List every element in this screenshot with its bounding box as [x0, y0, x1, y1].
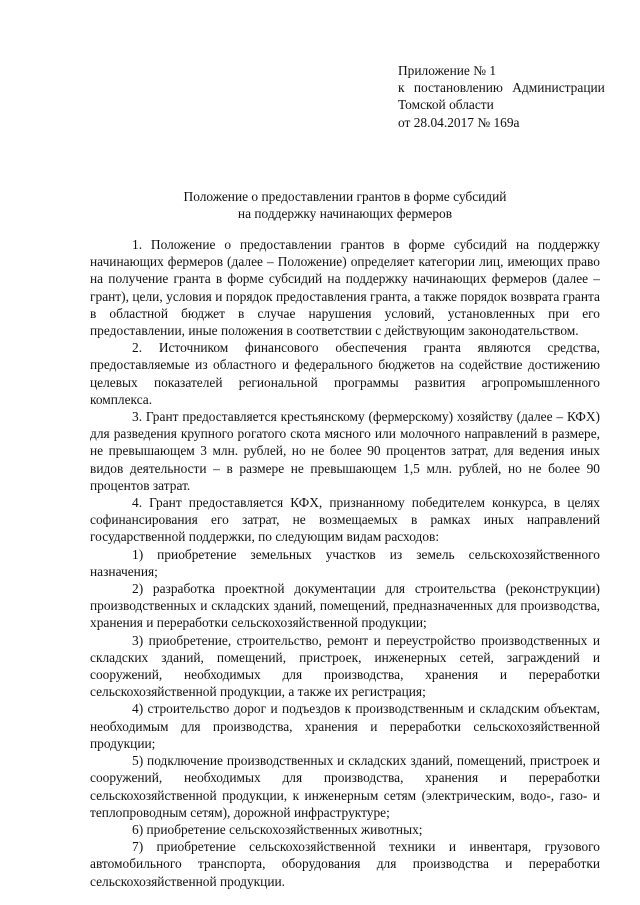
paragraph-4: 4. Грант предоставляется КФХ, признанному победителем конкурса, в целях софинансирования его затрат, не возмещаемых в рамках иных направлений государственной поддержки, по следующим видам расходов:: [90, 495, 600, 545]
document-title: [90, 188, 600, 222]
paragraph-2: 2. Источником финансового обеспечения гранта являются средства, предоставляемые из областного и федерального бюджетов на содействие достижению целевых показателей региональной программы развития агропромышленного комплекса.: [90, 340, 600, 407]
document-body: [90, 236, 600, 890]
appendix-header: [398, 62, 605, 131]
appendix-number: Приложение № 1: [398, 63, 497, 78]
list-item-3: 3) приобретение, строительство, ремонт и переустройство производственных и складских зданий, помещений, пристроек, инженерных сетей, заграждений и сооружений, необходимых для производства, хранения и переработки сельскохозяйственной продукции, а также их регистрация;: [90, 632, 600, 700]
paragraph-1: 1. Положение о предоставлении грантов в форме субсидий на поддержку начинающих фермеров (далее – Положение) определяет категории лиц, имеющих право на получение гранта в форме субсидий на поддержку начинающих фермеров (далее – грант), цели, условия и порядок предоставления гранта, а также порядок возврата гранта в областной бюджет в случае нарушения условий, установленных при его предоставлении, иные положения в соответствии с действующим законодательством.: [90, 237, 600, 339]
appendix-region: Томской области: [398, 97, 494, 113]
appendix-date: от 28.04.2017 № 169а: [398, 114, 520, 130]
list-item-2: 2) разработка проектной документации для строительства (реконструкции) производственных и складских зданий, помещений, предназначенных для производства, хранения и переработки сельскохозяйственной продукции;: [90, 581, 600, 631]
list-item-5: 5) подключение производственных и складских зданий, помещений, пристроек и сооружений, необходимых для производства, хранения и переработки сельскохозяйственной продукции, к инженерным сетям (электрическим, водо-, газо- и теплопроводным сетям), дорожной инфраструктуре;: [90, 753, 600, 820]
paragraph-3: 3. Грант предоставляется крестьянскому (фермерскому) хозяйству (далее – КФХ) для разведения крупного рогатого скота мясного или молочного направлений в размере, не превышающем 3 млн. рублей, но не более 90 процентов затрат, для ведения иных видов деятельности – в размере не превышающем 1,5 млн. рублей, но не более 90 процентов затрат.: [90, 409, 600, 493]
appendix-resolution-text: к постановлению Администрации: [398, 80, 605, 96]
list-item-7: 7) приобретение сельскохозяйственной техники и инвентаря, грузового автомобильного транспорта, оборудования для производства и переработки сельскохозяйственной продукции.: [90, 839, 600, 889]
list-item-4: 4) строительство дорог и подъездов к производственным и складским объектам, необходимым для производства, хранения и переработки сельскохозяйственной продукции;: [90, 701, 600, 751]
appendix-resolution-line: [398, 79, 605, 96]
list-item-6: 6) приобретение сельскохозяйственных животных;: [132, 821, 423, 837]
list-item-1: 1) приобретение земельных участков из земель сельскохозяйственного назначения;: [90, 546, 600, 579]
document-title-line-1: Положение о предоставлении грантов в форме субсидий: [183, 189, 507, 204]
document-title-line-2: на поддержку начинающих фермеров: [237, 206, 453, 222]
